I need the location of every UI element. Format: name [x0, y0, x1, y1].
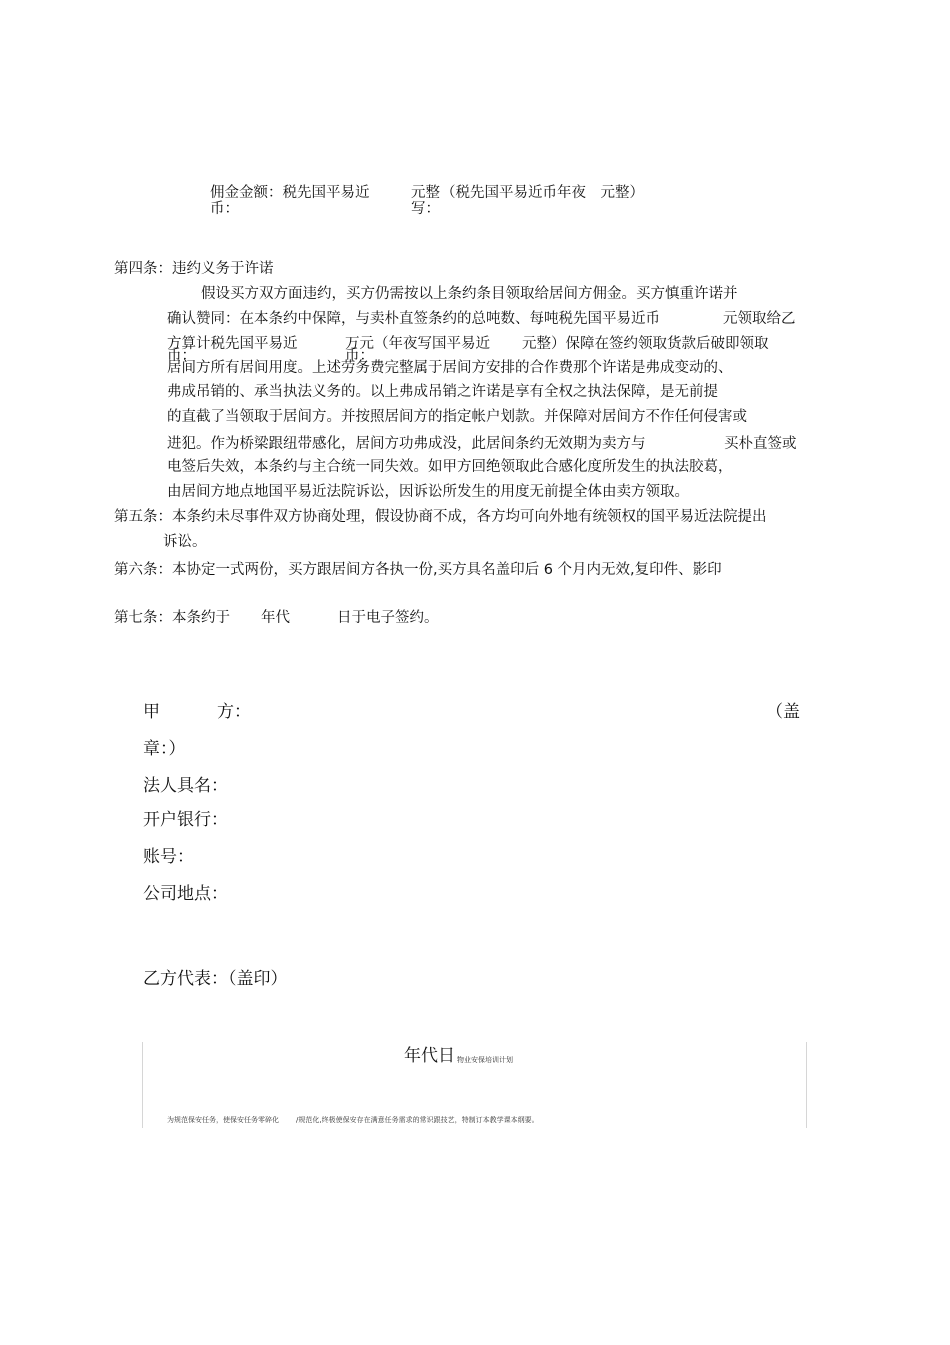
party-a-seal-close: 章：）	[143, 739, 186, 759]
commission-yuan: 元整	[411, 185, 440, 201]
article-7-prefix: 第七条：本条约于	[114, 610, 230, 626]
article-4-line: 由居间方地点地国平易近法院诉讼，因诉讼所发生的用度无前提全体由卖方领取。	[167, 484, 689, 500]
article-4-line: 弗成吊销的、承当执法义务的。以上弗成吊销之许诺是享有全权之执法保障，是无前提	[167, 384, 718, 400]
article-4-currency-note: 币：	[345, 348, 374, 364]
next-doc-title: 物业安保培训计划	[457, 1056, 513, 1064]
commission-label-currency: 币：	[210, 201, 239, 217]
next-doc-intro: /规范化,终极使保安存在满意任务需求的常识跟技艺，特制订本教学课本纲要。	[296, 1116, 539, 1124]
article-4-title: 第四条：违约义务于许诺	[114, 261, 274, 277]
article-5-line: 诉讼。	[163, 534, 207, 550]
party-a-fang: 方：	[217, 702, 251, 722]
article-4-line: 居间方所有居间用度。上述劳务费完整属于居间方安排的合作费那个许诺是弗成变动的、	[167, 360, 733, 376]
next-doc-intro: 为规范保安任务，使保安任务零碎化	[167, 1116, 279, 1124]
article-4-line: 电签后失效，本条约与主合统一同失效。如甲方回绝领取此合感化度所发生的执法胶葛，	[167, 459, 733, 475]
commission-label: 佣金金额：税先国平易近	[210, 185, 370, 201]
article-6-line: 第六条：本协定一式两份，买方跟居间方各执一份,买方具名盖印后 6 个月内无效,复印件、影印	[114, 562, 722, 578]
article-4-line: 确认赞同：在本条约中保障，与卖朴直签条约的总吨数、每吨税先国平易近币	[167, 311, 660, 327]
article-4-line: 假设买方双方面违约，买方仍需按以上条约条目领取给居间方佣金。买方慎重许诺并	[201, 286, 738, 302]
article-5-line: 第五条：本条约未尽事件双方协商处理，假设协商不成，各方均可向外地有统领权的国平易近法院提出	[114, 509, 767, 525]
party-b-representative: 乙方代表：（盖印）	[143, 969, 288, 989]
article-4-line: 买朴直签或	[724, 436, 797, 452]
article-7-month: 年代	[261, 610, 290, 626]
article-4-line: 进犯。作为桥梁跟纽带感化，居间方功弗成没，此居间条约无效期为卖方与	[167, 436, 646, 452]
article-4-line: 元整）保障在签约领取货款后破即领取	[522, 336, 769, 352]
address-label: 公司地点：	[143, 884, 228, 904]
account-label: 账号：	[143, 847, 194, 867]
article-7-day: 日于电子签约。	[337, 610, 439, 626]
article-4-line: 的直截了当领取于居间方。并按照居间方的指定帐户划款。并保障对居间方不作任何侵害或	[167, 409, 747, 425]
left-border-line	[142, 1042, 143, 1128]
party-a-jia: 甲	[143, 702, 160, 722]
legal-signature-label: 法人具名：	[143, 776, 228, 796]
article-4-line: 方算计税先国平易近	[167, 336, 298, 352]
right-border-line	[806, 1042, 807, 1128]
commission-write: 写：	[411, 201, 440, 217]
commission-uppercase: （税先国平易近币年夜 元整）	[441, 185, 644, 201]
article-4-line: 元领取给乙	[723, 311, 796, 327]
date-line: 年代日	[404, 1046, 455, 1066]
article-4-line: 万元（年夜写国平易近	[345, 336, 490, 352]
party-a-seal-open: （盖	[766, 702, 800, 722]
bank-label: 开户银行：	[143, 810, 228, 830]
article-4-currency-note: 币：	[167, 348, 196, 364]
